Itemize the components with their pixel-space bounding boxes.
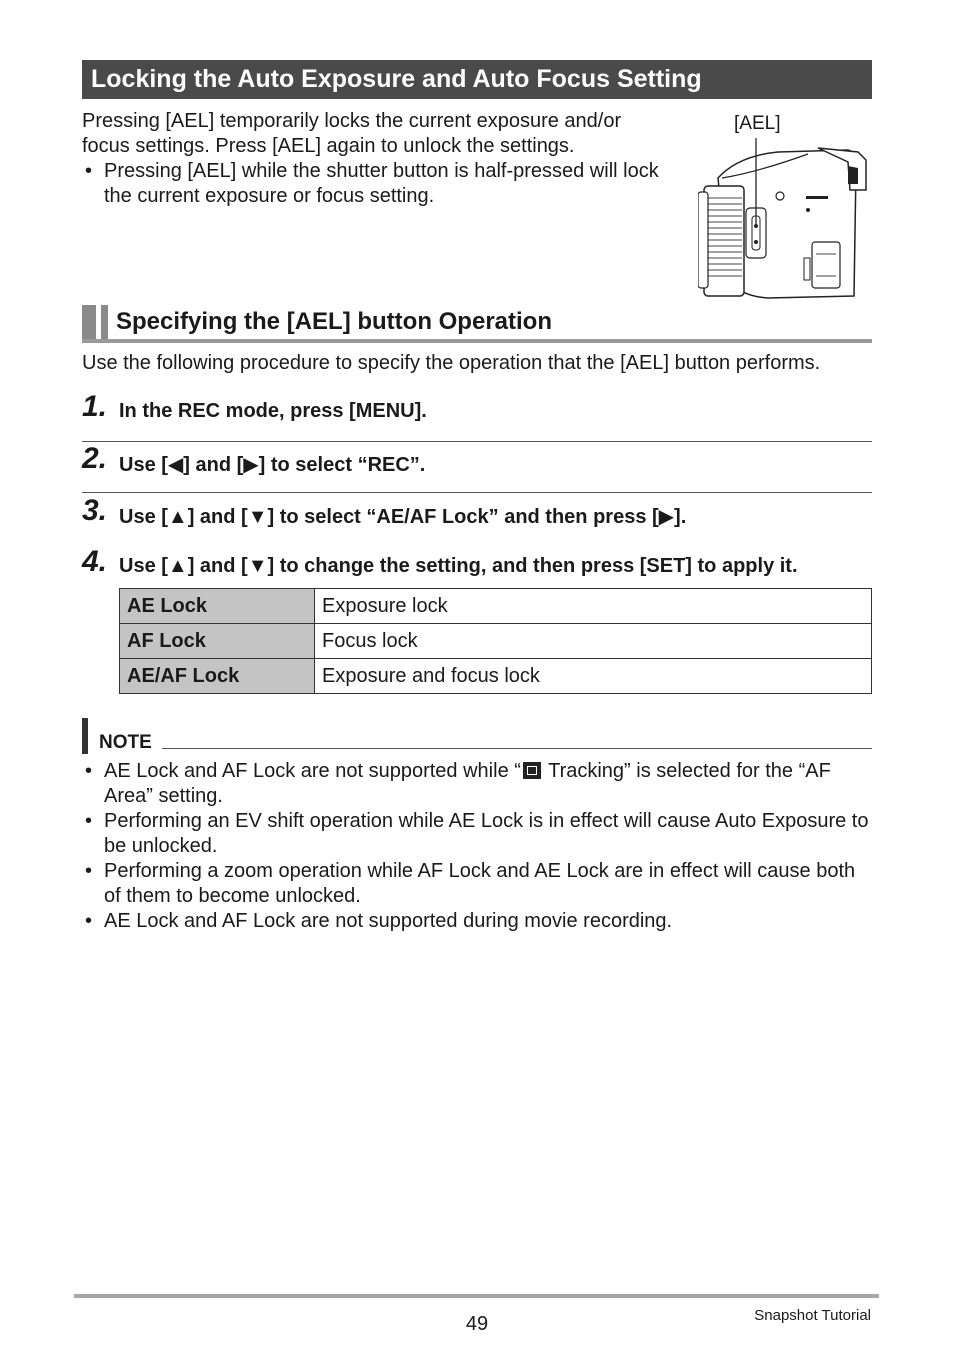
subsection-underline: [82, 339, 872, 343]
footer-title: Snapshot Tutorial: [754, 1307, 871, 1324]
intro-paragraph: Pressing [AEL] temporarily locks the current exposure and/or focus settings. Press [AEL] again to unlock the settings.: [82, 110, 622, 157]
step-text: Use [▲] and [▼] to change the setting, and then press [SET] to apply it.: [119, 555, 798, 577]
table-cell-value: Focus lock: [315, 624, 872, 659]
note-label: NOTE: [99, 732, 152, 753]
intro-bullet: • Pressing [AEL] while the shutter button is half-pressed will lock the current exposure or focus setting.: [85, 160, 659, 207]
ael-figure-label: [AEL]: [734, 113, 781, 134]
step-number: 4.: [82, 545, 108, 578]
settings-table: [119, 588, 872, 694]
step-text: Use [▲] and [▼] to select “AE/AF Lock” and then press [▶].: [119, 506, 687, 528]
section-title: Locking the Auto Exposure and Auto Focus Setting: [82, 60, 872, 99]
step-text: Use [◀] and [▶] to select “REC”.: [119, 454, 426, 476]
step-2: [82, 442, 872, 492]
list-item: • Performing a zoom operation while AF Lock and AE Lock are in effect will cause both of them to become unlocked.: [85, 860, 856, 907]
subsection-intro: Use the following procedure to specify the operation that the [AEL] button performs.: [82, 352, 821, 374]
note-text: Performing a zoom operation while AF Lock and AE Lock are in effect will cause both of them to become unlocked.: [104, 860, 856, 907]
section-intro: [82, 109, 672, 209]
subsection-accent-bar-thin: [101, 305, 108, 340]
note-text: Performing an EV shift operation while AE Lock is in effect will cause Auto Exposure to be unlocked.: [104, 810, 869, 857]
note-rule: [162, 748, 872, 749]
table-cell-value: Exposure lock: [315, 589, 872, 624]
table-cell-key: AE/AF Lock: [120, 659, 315, 694]
step-3: [82, 494, 872, 544]
intro-bullet-text: Pressing [AEL] while the shutter button is half-pressed will lock the current exposure or focus setting.: [104, 160, 659, 207]
page-number: 49: [465, 1313, 489, 1335]
step-divider: [82, 441, 872, 442]
list-item: • Performing an EV shift operation while AE Lock is in effect will cause Auto Exposure to be unlocked.: [85, 810, 869, 857]
step-number: 2.: [82, 442, 108, 475]
list-item: • AE Lock and AF Lock are not supported while “ Tracking” is selected for the “AF Area” setting.: [85, 760, 831, 807]
step-1: [82, 390, 872, 440]
table-row: [120, 659, 872, 694]
table-row: [120, 589, 872, 624]
note-list: [82, 759, 872, 934]
list-item: • AE Lock and AF Lock are not supported during movie recording.: [85, 910, 673, 932]
step-divider: [82, 492, 872, 493]
note-text: Tracking” is selected for the “AF Area” setting.: [104, 760, 831, 807]
tracking-icon: [523, 762, 541, 779]
step-number: 3.: [82, 494, 108, 527]
subsection-accent-bar: [82, 305, 96, 340]
subsection-title: Specifying the [AEL] button Operation: [116, 308, 552, 335]
table-cell-key: AF Lock: [120, 624, 315, 659]
footer-rule: [74, 1294, 879, 1298]
note-accent-bar: [82, 718, 88, 754]
step-text: In the REC mode, press [MENU].: [119, 400, 427, 422]
camera-illustration: [698, 138, 870, 300]
table-row: [120, 624, 872, 659]
note-text: AE Lock and AF Lock are not supported during movie recording.: [104, 910, 673, 932]
step-number: 1.: [82, 390, 108, 423]
note-text: AE Lock and AF Lock are not supported while “: [104, 760, 521, 782]
table-cell-key: AE Lock: [120, 589, 315, 624]
table-cell-value: Exposure and focus lock: [315, 659, 872, 694]
